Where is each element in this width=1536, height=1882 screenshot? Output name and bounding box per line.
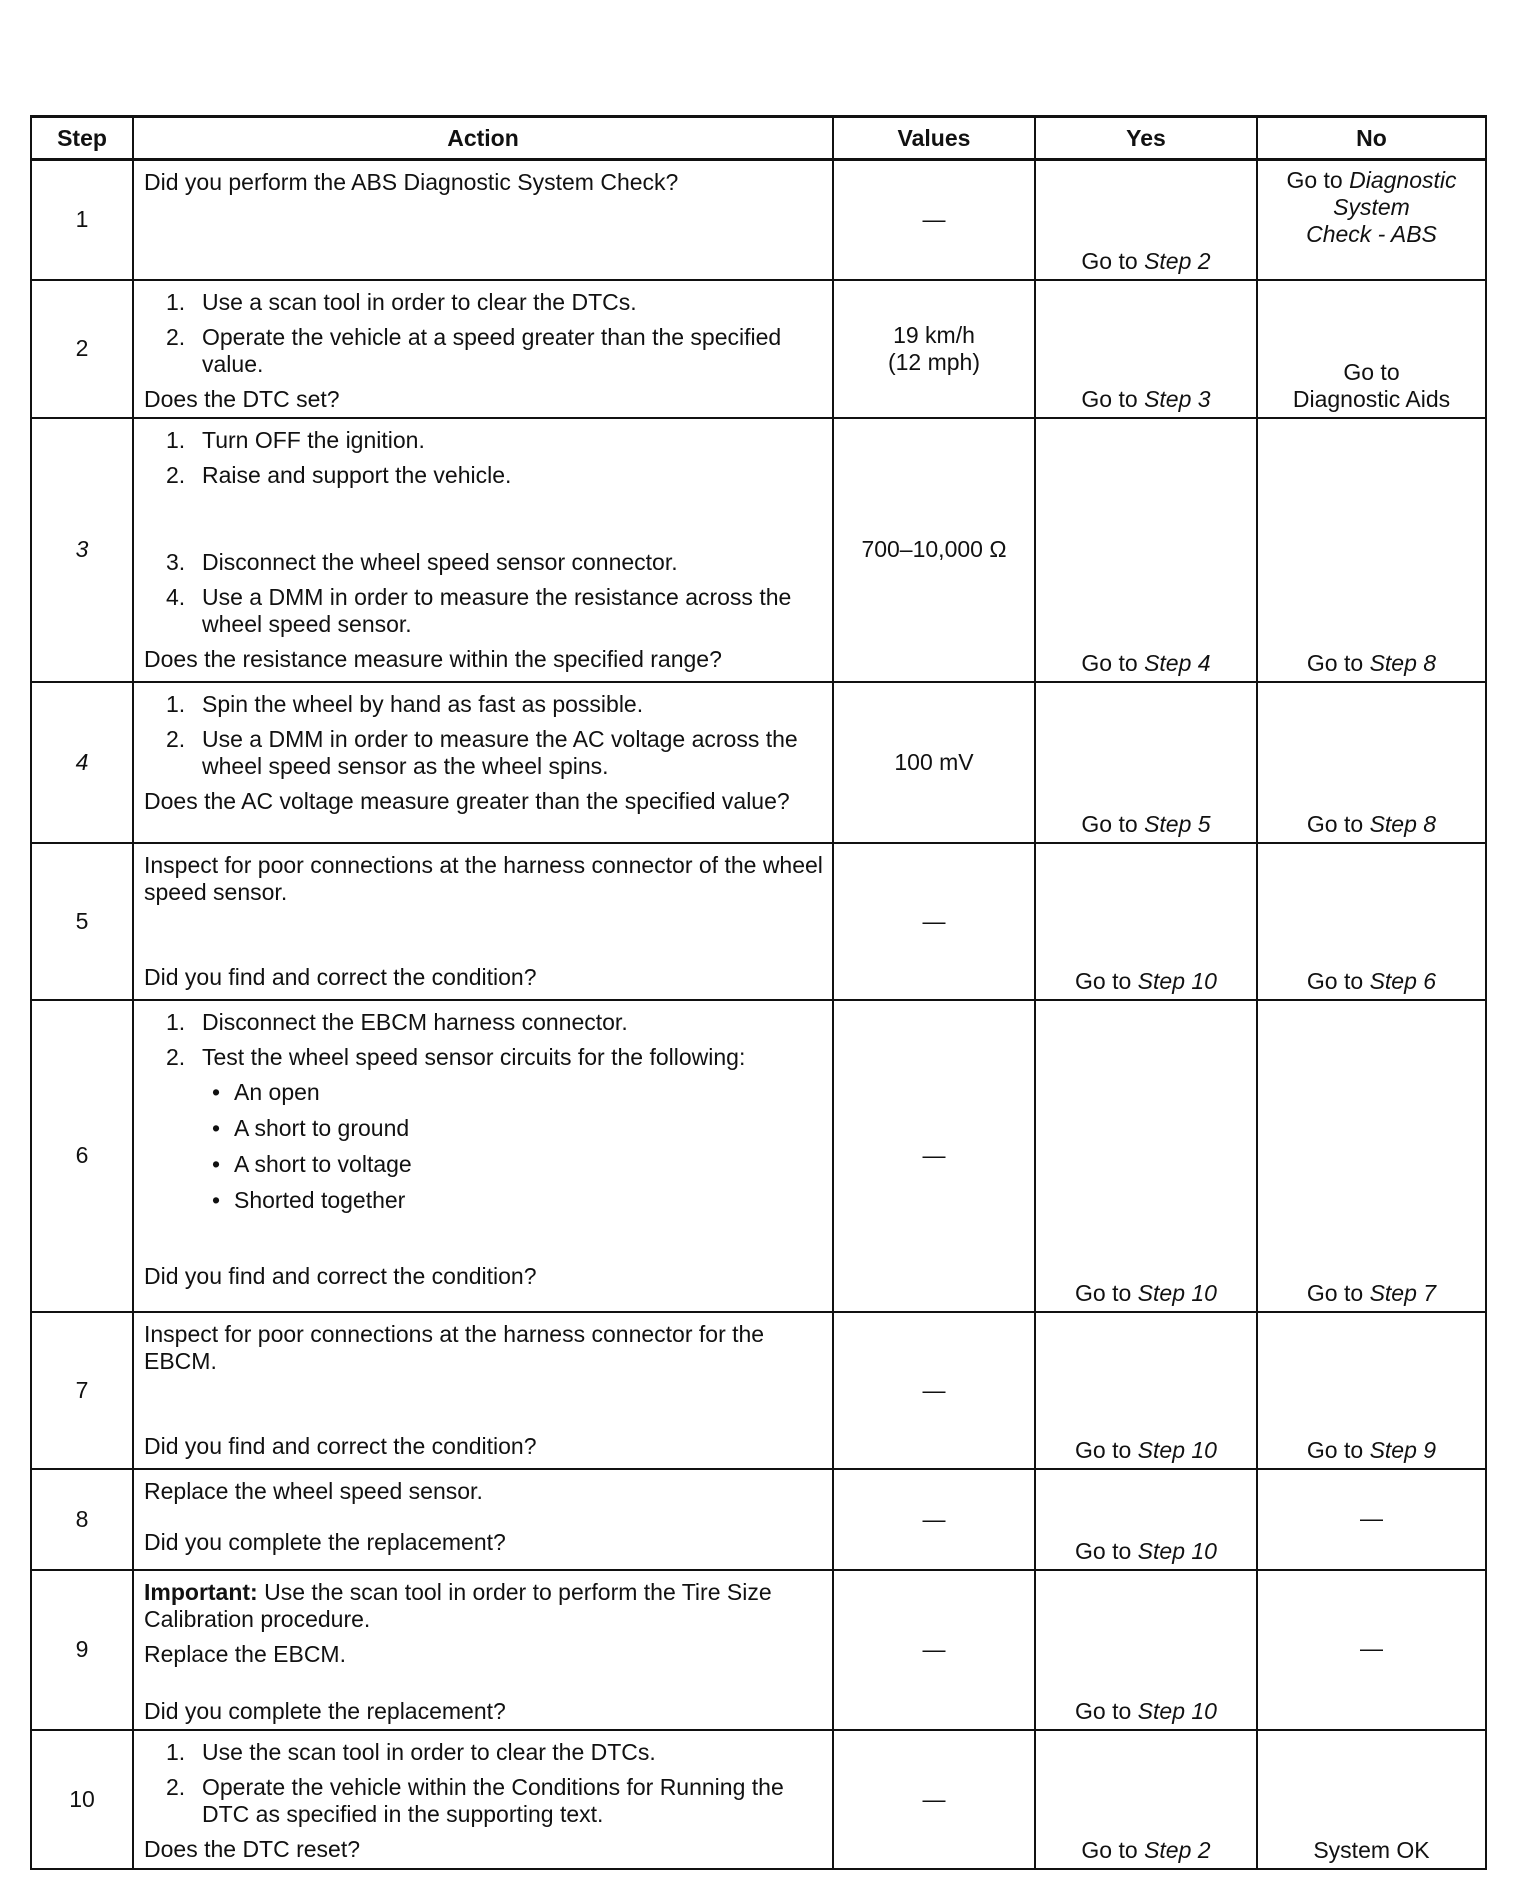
no-target-line1: Diagnostic [1349,167,1457,193]
no-cell [1257,418,1486,682]
action-cell: 1. Disconnect the EBCM harness connector. 2. Test the wheel speed sensor circuits for the following: • An open • A short to ground • A short to voltage • Shorted together Did you find and correct the condition? [133,1000,833,1312]
value-cell: 100 mV [833,682,1035,843]
no-prefix: Go to [1306,649,1370,676]
no-prefix: Go to [1306,1279,1370,1306]
value-cell: — [833,1312,1035,1469]
header-values: Values [833,117,1035,160]
no-cell [1257,682,1486,843]
no-target: Step 7 [1369,1279,1437,1306]
no-cell: — [1257,1570,1486,1730]
value-line: 19 km/h [893,321,975,348]
table-row [31,843,1486,1000]
step-number: 9 [31,1570,133,1730]
step-number: 6 [31,1000,133,1312]
action-item: Turn OFF the ignition. [202,426,425,453]
yes-target: Step 5 [1144,810,1211,837]
yes-prefix: Go to [1075,1436,1138,1463]
step-number: 4 [31,682,133,843]
action-question: Does the DTC reset? [144,1835,361,1862]
yes-prefix: Go to [1081,810,1145,837]
yes-target: Step 10 [1137,1537,1217,1564]
action-item: Disconnect the wheel speed sensor connector. [202,548,678,575]
yes-prefix: Go to [1081,385,1145,412]
yes-target: Step 2 [1144,247,1211,274]
yes-cell [1035,1312,1257,1469]
yes-cell [1035,843,1257,1000]
header-yes: Yes [1035,117,1257,160]
bullet-icon: • [212,1150,221,1177]
bullet-item: Shorted together [234,1186,406,1213]
action-item: Disconnect the EBCM harness connector. [202,1008,628,1035]
table-row [31,280,1486,418]
action-text: Replace the EBCM. [144,1640,346,1667]
action-text: Replace the wheel speed sensor. [144,1477,483,1504]
table-row [31,1730,1486,1869]
no-target-line3: Check - ABS [1306,221,1437,247]
no-cell [1257,1000,1486,1312]
yes-cell [1035,1000,1257,1312]
important-label: Important: [144,1578,258,1605]
header-step: Step [31,117,133,160]
value-cell: — [833,160,1035,280]
header-action: Action [133,117,833,160]
bullet-item: A short to voltage [234,1150,412,1177]
table-row [31,1570,1486,1730]
table-row [31,418,1486,682]
no-cell: System OK [1257,1730,1486,1869]
yes-cell [1035,1469,1257,1570]
action-question: Did you complete the replacement? [144,1528,506,1555]
yes-prefix: Go to [1081,247,1145,274]
yes-prefix: Go to [1081,1836,1145,1863]
diagnostic-table [30,115,1487,1870]
action-cell [133,1469,833,1570]
header-no: No [1257,117,1486,160]
yes-prefix: Go to [1075,967,1138,994]
value-cell [833,280,1035,418]
action-cell [133,160,833,280]
action-question: Did you find and correct the condition? [144,963,537,990]
action-item: Operate the vehicle at a speed greater than the specified value. [202,323,782,377]
no-target: Step 8 [1369,810,1437,837]
action-question: Did you find and correct the condition? [144,1432,537,1459]
yes-prefix: Go to [1081,649,1145,676]
bullet-icon: • [212,1078,221,1105]
no-prefix: Go to [1306,810,1370,837]
step-number: 8 [31,1469,133,1570]
action-question: Did you find and correct the condition? [144,1262,537,1289]
action-cell [133,1312,833,1469]
bullet-icon: • [212,1114,221,1141]
table-row [31,160,1486,280]
no-line: Diagnostic Aids [1292,385,1451,412]
value-cell: — [833,1570,1035,1730]
no-cell [1257,160,1486,280]
no-target: Step 6 [1369,967,1437,994]
table-row [31,1000,1486,1312]
no-cell: — [1257,1469,1486,1570]
yes-cell [1035,1570,1257,1730]
action-cell: 1. Use a scan tool in order to clear the DTCs. 2. Operate the vehicle at a speed greater than the specified value. Does the DTC set? [133,280,833,418]
step-number: 10 [31,1730,133,1869]
action-item: Use a scan tool in order to clear the DTCs. [202,288,637,315]
yes-prefix: Go to [1075,1279,1138,1306]
action-cell [133,843,833,1000]
no-cell [1257,843,1486,1000]
no-target: Step 8 [1369,649,1437,676]
step-number: 7 [31,1312,133,1469]
value-cell: — [833,843,1035,1000]
no-target: Step 9 [1369,1436,1437,1463]
value-line: (12 mph) [887,348,981,375]
no-cell [1257,280,1486,418]
action-item: Use a DMM in order to measure the resistance across the wheel speed sensor. [202,583,792,637]
yes-target: Step 4 [1144,649,1211,676]
step-number: 2 [31,280,133,418]
value-cell: — [833,1469,1035,1570]
yes-target: Step 10 [1137,967,1217,994]
table-row [31,1312,1486,1469]
yes-target: Step 3 [1144,385,1211,412]
value-cell: 700–10,000 Ω [833,418,1035,682]
action-question: Does the AC voltage measure greater than the specified value? [144,787,790,814]
yes-prefix: Go to [1075,1697,1138,1724]
value-cell: — [833,1000,1035,1312]
yes-target: Step 10 [1137,1279,1217,1306]
yes-cell [1035,1730,1257,1869]
no-line: Go to [1343,358,1400,385]
header-row [31,117,1486,160]
yes-prefix: Go to [1075,1537,1138,1564]
action-item: Test the wheel speed sensor circuits for the following: [202,1043,746,1070]
no-prefix: Go to [1286,167,1350,193]
action-cell [133,1570,833,1730]
yes-cell [1035,160,1257,280]
action-question: Does the DTC set? [144,385,340,412]
action-item: Raise and support the vehicle. [202,461,512,488]
action-question: Did you complete the replacement? [144,1697,506,1724]
no-prefix: Go to [1306,1436,1370,1463]
action-text: Inspect for poor connections at the harness connector for the EBCM. [144,1320,765,1374]
value-cell: — [833,1730,1035,1869]
yes-cell [1035,682,1257,843]
no-prefix: Go to [1306,967,1370,994]
yes-cell [1035,418,1257,682]
no-target-line2: System [1333,194,1410,220]
bullet-item: An open [234,1078,320,1105]
step-number: 1 [31,160,133,280]
action-cell: 1. Use the scan tool in order to clear the DTCs. 2. Operate the vehicle within the Conditions for Running the DTC as specified in the supporting text. Does the DTC reset? [133,1730,833,1869]
action-text: Inspect for poor connections at the harness connector of the wheel speed sensor. [144,851,823,905]
action-question: Does the resistance measure within the specified range? [144,645,722,672]
step-number: 3 [31,418,133,682]
yes-target: Step 10 [1137,1697,1217,1724]
action-question: Did you perform the ABS Diagnostic System Check? [144,169,679,195]
action-item: Use the scan tool in order to clear the DTCs. [202,1738,656,1765]
action-item: Use a DMM in order to measure the AC voltage across the wheel speed sensor as the wheel spins. [202,725,798,779]
action-item: Spin the wheel by hand as fast as possible. [202,690,644,717]
action-item: Operate the vehicle within the Conditions for Running the DTC as specified in the supporting text. [202,1773,784,1827]
important-text: Use the scan tool in order to perform the Tire Size Calibration procedure. [144,1578,772,1632]
step-number: 5 [31,843,133,1000]
bullet-icon: • [212,1186,221,1213]
no-cell [1257,1312,1486,1469]
yes-cell [1035,280,1257,418]
table-row [31,1469,1486,1570]
yes-target: Step 2 [1144,1836,1211,1863]
yes-target: Step 10 [1137,1436,1217,1463]
table-row [31,682,1486,843]
bullet-item: A short to ground [234,1114,410,1141]
action-cell: 1. Spin the wheel by hand as fast as possible. 2. Use a DMM in order to measure the AC voltage across the wheel speed sensor as the wheel spins. Does the AC voltage measure greater than the specified value? [133,682,833,843]
action-cell: 1. Turn OFF the ignition. 2. Raise and support the vehicle. 3. Disconnect the wheel speed sensor connector. 4. Use a DMM in order to measure the resistance across the wheel speed sensor. Does the resistance measure within the specified range? [133,418,833,682]
